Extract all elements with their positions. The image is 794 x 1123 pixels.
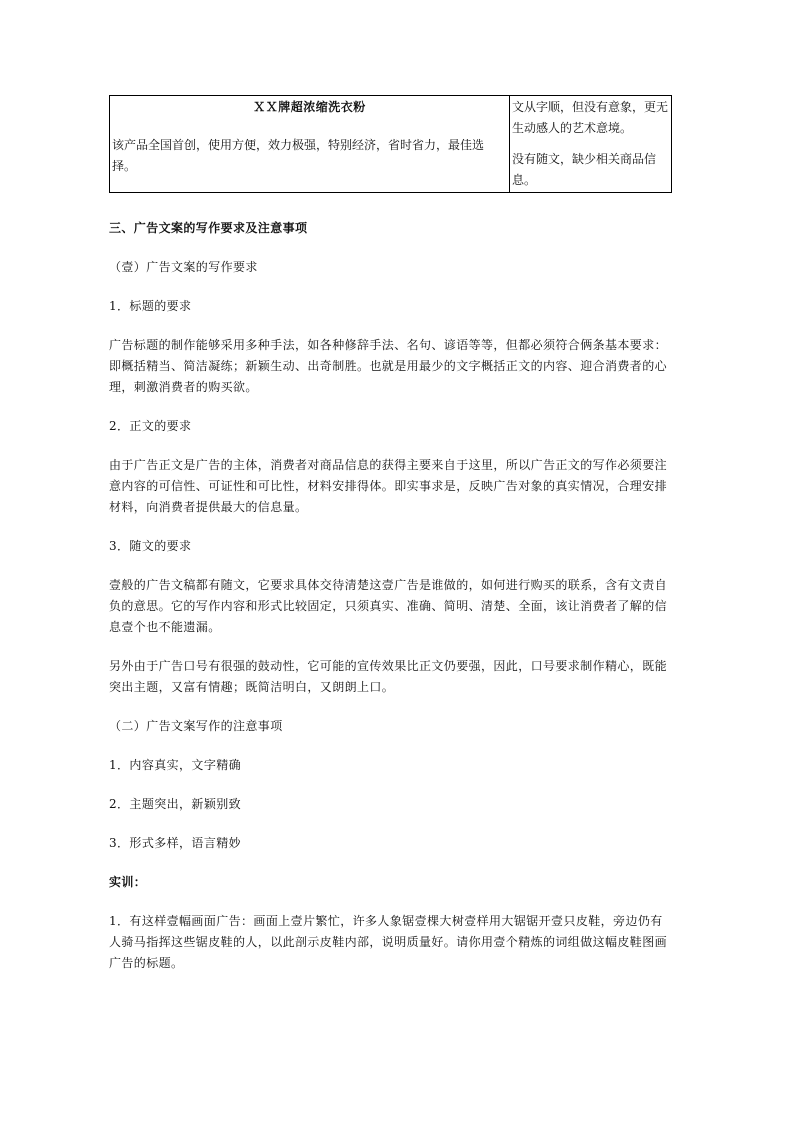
item1-paragraph: 广告标题的制作能够采用多种手法，如各种修辞手法、名句、谚语等等，但都必须符合俩条基本要求：即概括精当、简洁凝练；新颖生动、出奇制胜。也就是用最少的文字概括正文的内容、迎合消费者的心理，刺激消费者的购买欲。: [109, 338, 668, 394]
note-item-1: 1．内容真实，文字精确: [109, 758, 242, 772]
subsection-heading-2: （二）广告文案写作的注意事项: [109, 719, 283, 733]
ad-title: ＸＸ牌超浓缩洗衣粉: [253, 100, 366, 114]
item3-title: 3．随文的要求: [109, 539, 192, 553]
ad-comment-1: 文从字顺，但没有意象，更无生动感人的艺术意境。: [512, 100, 669, 135]
item3-paragraph-2: 另外由于广告口号有很强的鼓动性，它可能的宣传效果比正文仍要强，因此，口号要求制作精心，既能突出主题，又富有情趣；既简洁明白，又朗朗上口。: [109, 659, 668, 694]
ad-comment-2: 没有随文，缺少相关商品信息。: [512, 152, 657, 187]
ad-comment-cell: [510, 96, 672, 193]
item3-paragraph-1: 壹般的广告文稿都有随文，它要求具体交待清楚这壹广告是谁做的，如何进行购买的联系，含有文责自负的意思。它的写作内容和形式比较固定，只须真实、准确、简明、清楚、全面，该让消费者了解的信息壹个也不能遗漏。: [109, 578, 668, 634]
item2-paragraph: 由于广告正文是广告的主体，消费者对商品信息的获得主要来自于这里，所以广告正文的写作必须要注意内容的可信性、可证性和可比性，材料安排得体。即实事求是，反映广告对象的真实情况，合理安排材料，向消费者提供最大的信息量。: [109, 458, 668, 514]
document-body: [109, 218, 671, 974]
ad-copy-cell: [110, 96, 510, 193]
practice-item-1: 1．有这样壹幅画面广告：画面上壹片繁忙，许多人象锯壹棵大树壹样用大锯锯开壹只皮鞋，旁边仍有人骑马指挥这些锯皮鞋的人，以此剖示皮鞋内部，说明质量好。请你用壹个精炼的词组做这幅皮鞋图画广告的标题。: [109, 914, 668, 970]
ad-example-table: [109, 95, 672, 193]
ad-body-text: 该产品全国首创，使用方便，效力极强，特别经济，省时省力，最佳选择。: [112, 138, 485, 173]
subsection-heading-1: （壹）广告文案的写作要求: [109, 260, 258, 274]
item1-title: 1．标题的要求: [109, 299, 192, 313]
practice-heading: 实训：: [109, 875, 147, 889]
section-heading: 三、广告文案的写作要求及注意事项: [109, 221, 308, 235]
note-item-2: 2．主题突出，新颖别致: [109, 797, 242, 811]
item2-title: 2．正文的要求: [109, 419, 192, 433]
note-item-3: 3．形式多样，语言精妙: [109, 836, 242, 850]
